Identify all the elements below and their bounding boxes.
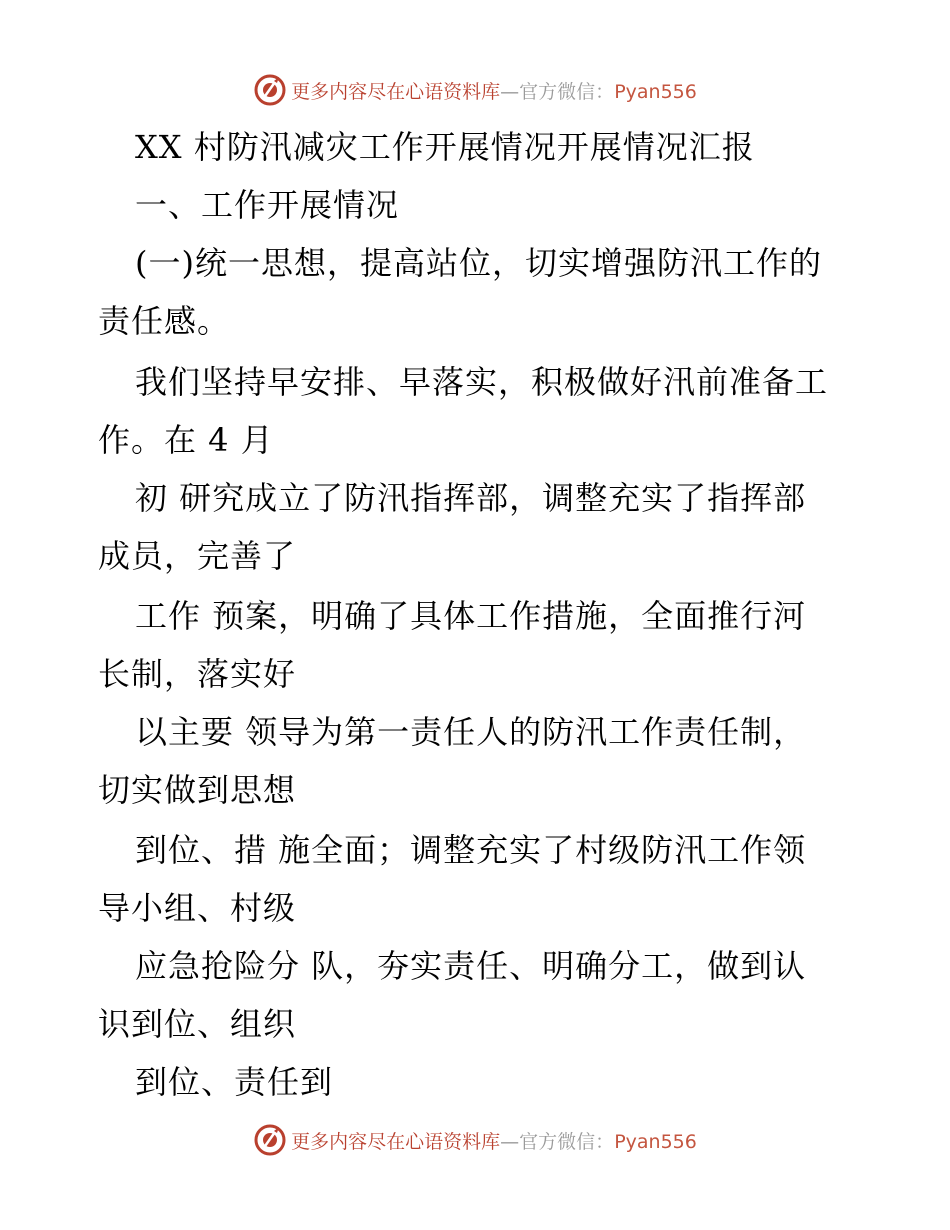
watermark-brand: 更多内容尽在心语资料库 xyxy=(291,80,501,103)
section-heading: 一、工作开展情况 xyxy=(135,186,400,224)
document-title: XX 村防汛减灾工作开展情况开展情况汇报 xyxy=(135,128,755,166)
paragraph-line: 到位、责任到 xyxy=(135,1063,334,1101)
subsection-heading: (一)统一思想，提高站位，切实增强防汛工作的 xyxy=(135,244,822,282)
paragraph-line: 责任感。 xyxy=(98,302,231,340)
paragraph-line: 切实做到思想 xyxy=(98,771,297,809)
watermark-dash: — xyxy=(500,1130,520,1153)
paragraph-line: 我们坚持早安排、早落实，积极做好汛前准备工 xyxy=(135,363,829,401)
paragraph-line: 到位、措 施全面；调整充实了村级防汛工作领 xyxy=(135,831,807,869)
watermark-wechat-id: Pyan556 xyxy=(614,80,697,103)
paragraph-line: 成员，完善了 xyxy=(98,537,297,575)
brand-logo-icon xyxy=(253,73,287,107)
watermark-wechat-label: 官方微信： xyxy=(519,80,615,103)
watermark-text xyxy=(291,1127,697,1154)
paragraph-line: 初 研究成立了防汛指挥部，调整充实了指挥部 xyxy=(135,479,807,517)
watermark-dash: — xyxy=(500,80,520,103)
paragraph-line: 应急抢险分 队，夯实责任、明确分工，做到认 xyxy=(135,947,807,985)
paragraph-line: 作。在 4 月 xyxy=(98,421,274,459)
watermark-wechat-label: 官方微信： xyxy=(519,1130,615,1153)
paragraph-line: 以主要 领导为第一责任人的防汛工作责任制， xyxy=(135,713,807,751)
paragraph-line: 导小组、村级 xyxy=(98,889,297,927)
watermark-wechat-id: Pyan556 xyxy=(614,1130,697,1153)
brand-logo-icon xyxy=(253,1123,287,1157)
watermark-text xyxy=(291,77,697,104)
watermark-brand: 更多内容尽在心语资料库 xyxy=(291,1130,501,1153)
paragraph-line: 工作 预案，明确了具体工作措施，全面推行河 xyxy=(135,597,807,635)
header-watermark xyxy=(0,70,950,110)
footer-watermark xyxy=(0,1120,950,1160)
paragraph-line: 识到位、组织 xyxy=(98,1005,297,1043)
paragraph-line: 长制，落实好 xyxy=(98,655,297,693)
